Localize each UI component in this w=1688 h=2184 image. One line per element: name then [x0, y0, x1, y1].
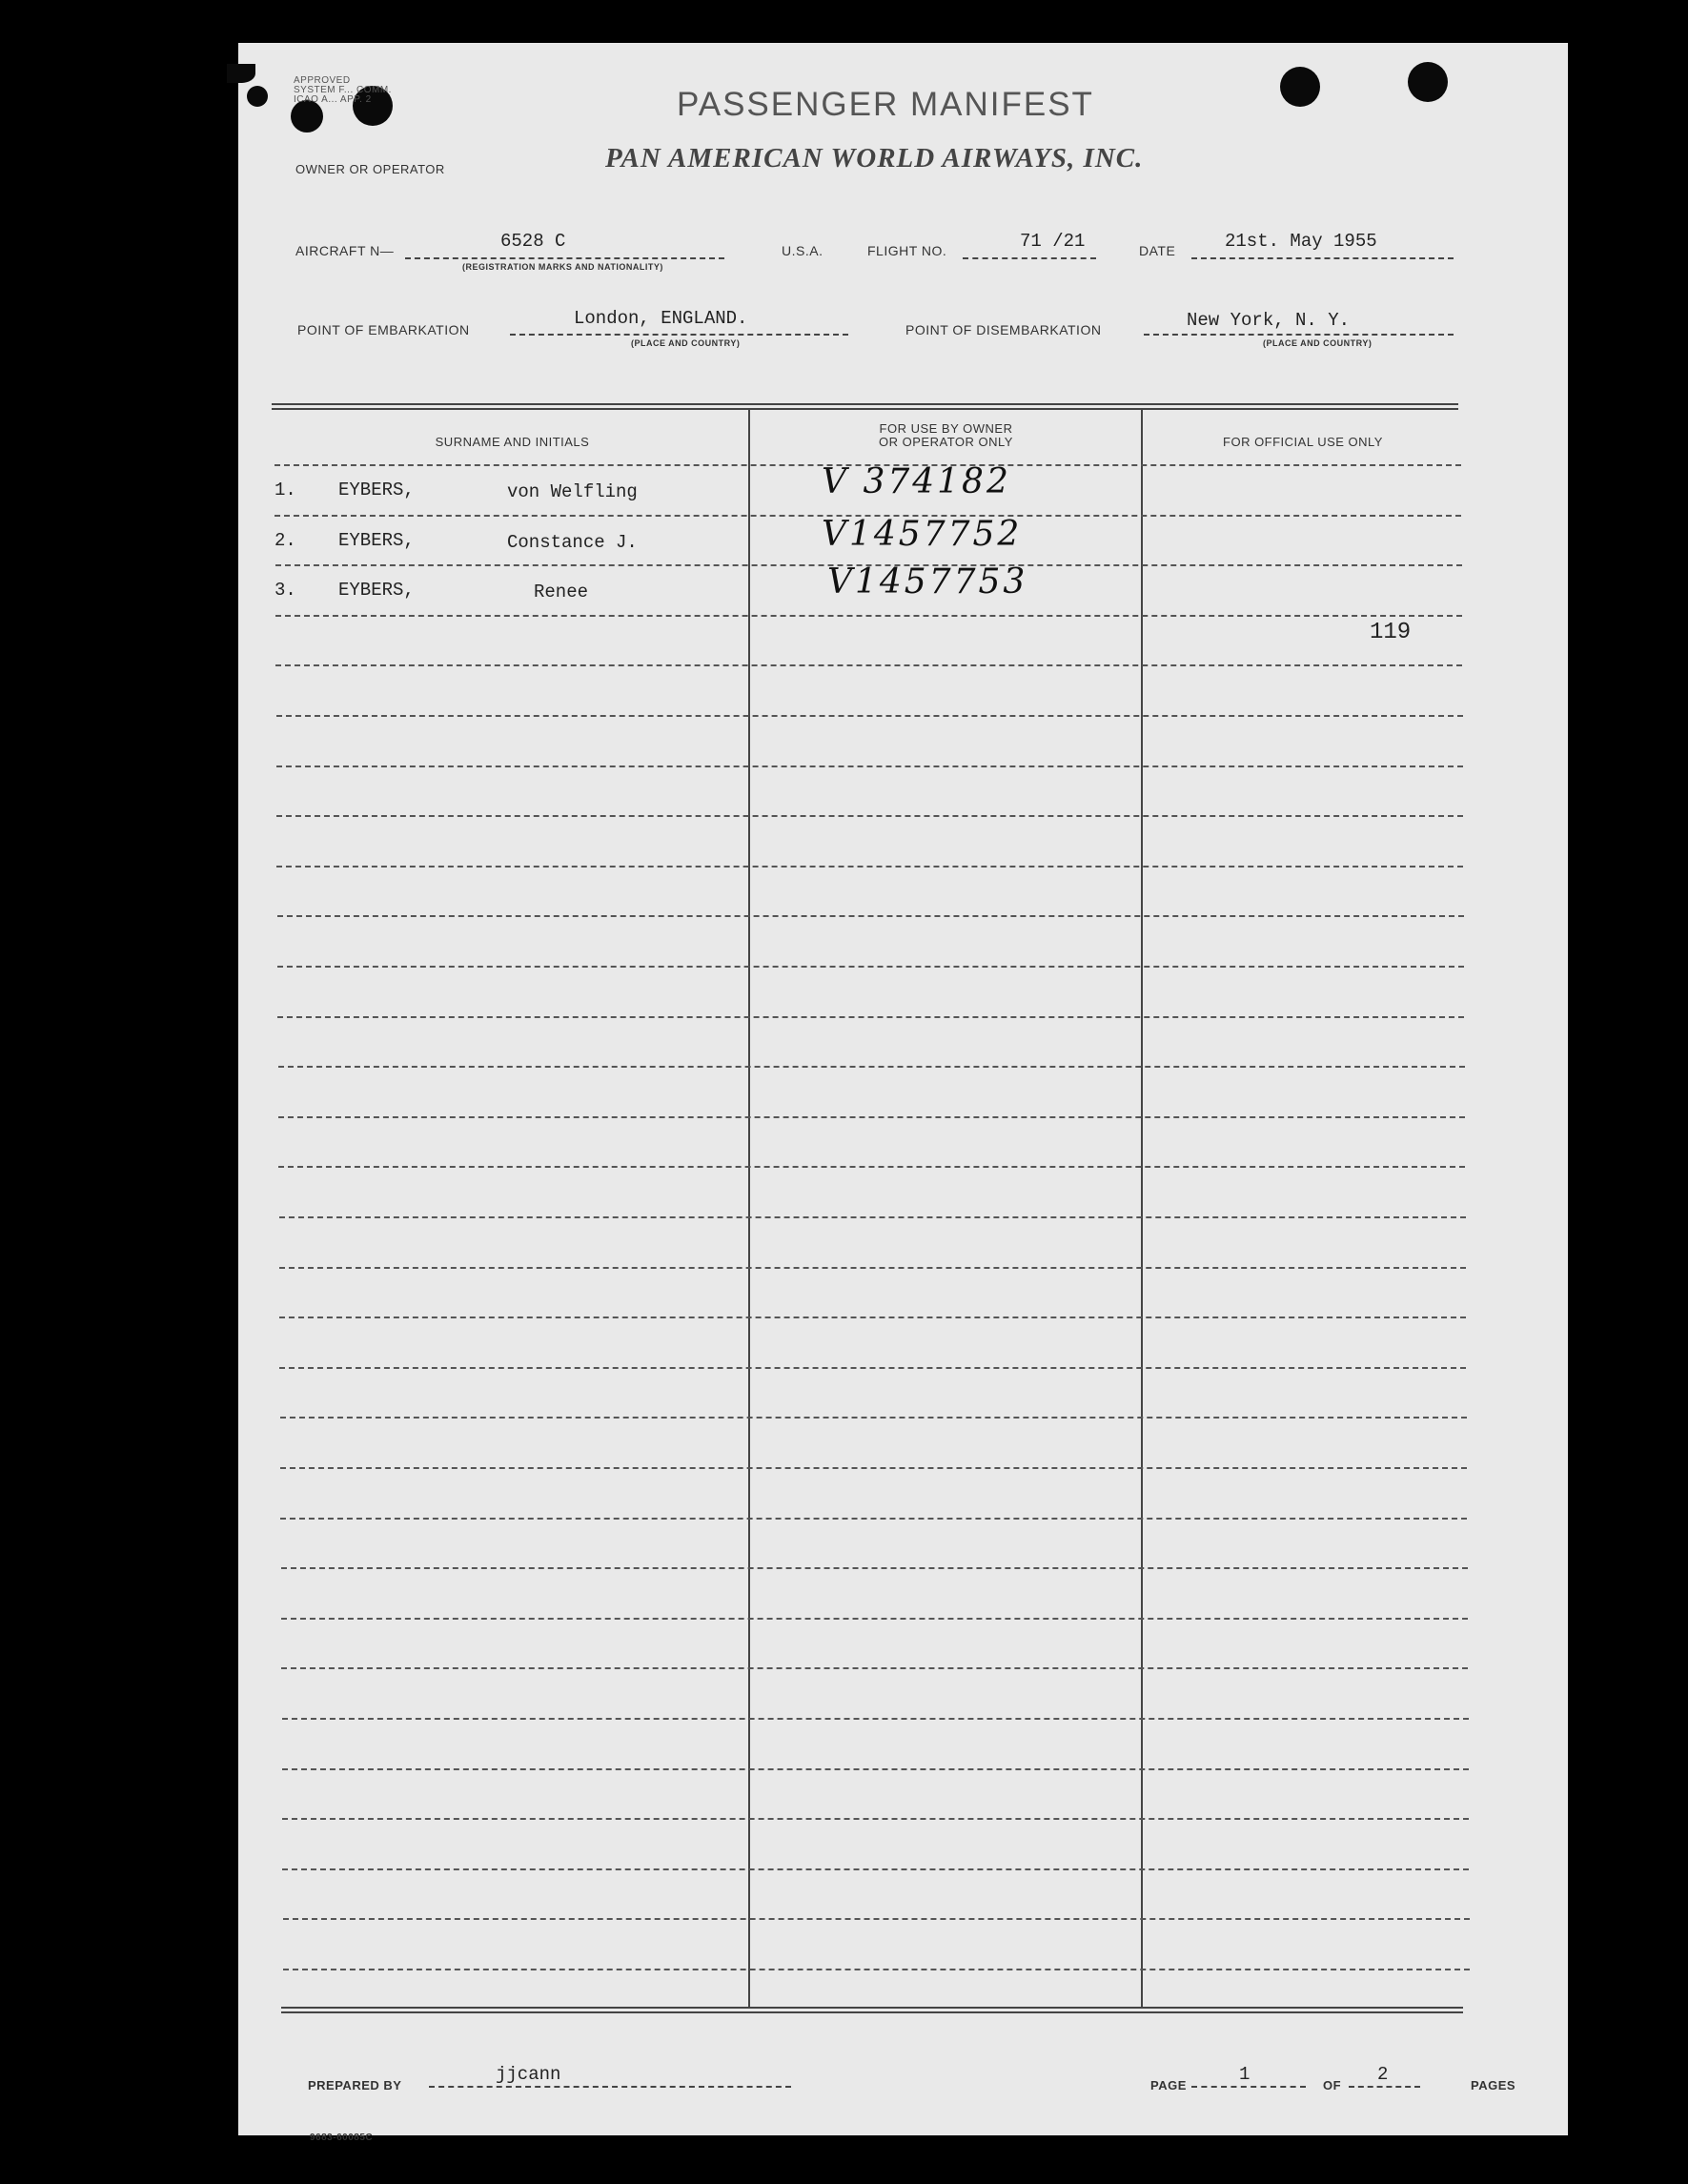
- page-label: PAGE: [1150, 2078, 1187, 2092]
- header-official-use: FOR OFFICIAL USE ONLY: [1223, 435, 1383, 449]
- stamp-line: ICAO A... APP. 2: [294, 94, 372, 105]
- table-rule: [280, 1467, 1467, 1469]
- table-rule: [277, 915, 1464, 917]
- flight-value: 71 /21: [1020, 231, 1086, 252]
- table-rule: [279, 1216, 1466, 1218]
- column-divider: [748, 410, 750, 2007]
- table-rule: [278, 1116, 1465, 1118]
- table-rule: [278, 1166, 1465, 1168]
- passenger-given: Renee: [534, 582, 589, 602]
- table-rule: [281, 1567, 1468, 1569]
- table-rule: [276, 815, 1463, 817]
- date-underline: [1191, 257, 1454, 259]
- table-rule: [282, 1868, 1469, 1870]
- passenger-code: V1457752: [822, 515, 1023, 554]
- form-code: 9683-60085C: [310, 2133, 374, 2143]
- table-rule: [282, 1768, 1469, 1770]
- of-label: OF: [1323, 2078, 1342, 2092]
- punch-hole: [227, 64, 255, 83]
- passenger-surname: EYBERS,: [338, 530, 415, 551]
- embarkation-underline: [510, 334, 848, 336]
- stamp-line: SYSTEM F... COMM.: [294, 85, 392, 95]
- form-title: PASSENGER MANIFEST: [677, 86, 1094, 123]
- aircraft-label: AIRCRAFT N—: [295, 243, 395, 258]
- table-rule: [276, 765, 1463, 767]
- table-rule: [282, 1718, 1469, 1720]
- airline-name: PAN AMERICAN WORLD AIRWAYS, INC.: [605, 143, 1144, 173]
- prepared-by-value: jjcann: [496, 2064, 561, 2085]
- manifest-sheet: [238, 43, 1568, 2143]
- passenger-given: Constance J.: [507, 532, 638, 553]
- table-rule: [275, 664, 1462, 666]
- of-underline: [1349, 2086, 1420, 2088]
- passenger-code: V1457753: [827, 562, 1028, 602]
- table-bottom-border: [281, 2007, 1463, 2013]
- country-label: U.S.A.: [782, 243, 824, 258]
- date-value: 21st. May 1955: [1225, 231, 1377, 252]
- table-rule: [283, 1969, 1470, 1970]
- table-rule: [279, 1317, 1466, 1318]
- of-value: 2: [1377, 2064, 1389, 2085]
- header-owner-use: FOR USE BY OWNER OR OPERATOR ONLY: [879, 421, 1013, 449]
- row-number: 1.: [275, 480, 296, 500]
- official-note: 119: [1370, 620, 1412, 645]
- column-divider: [1141, 410, 1143, 2007]
- passenger-given: von Welfling: [507, 481, 638, 502]
- flight-label: FLIGHT NO.: [867, 243, 947, 258]
- table-rule: [275, 615, 1462, 617]
- disembarkation-label: POINT OF DISEMBARKATION: [905, 322, 1102, 337]
- page-value: 1: [1239, 2064, 1251, 2085]
- stamp-line: APPROVED: [294, 75, 351, 86]
- passenger-code: V 374182: [822, 462, 1011, 501]
- table-rule: [280, 1518, 1467, 1520]
- disembarkation-value: New York, N. Y.: [1187, 310, 1351, 331]
- embarkation-label: POINT OF EMBARKATION: [297, 322, 470, 337]
- passenger-surname: EYBERS,: [338, 480, 415, 500]
- page-underline: [1191, 2086, 1306, 2088]
- aircraft-value: 6528 C: [500, 231, 566, 252]
- table-rule: [280, 1417, 1467, 1419]
- aircraft-underline: [405, 257, 724, 259]
- header-surname: SURNAME AND INITIALS: [435, 435, 590, 449]
- disembarkation-underline: [1144, 334, 1454, 336]
- pages-label: PAGES: [1471, 2078, 1516, 2092]
- table-rule: [282, 1818, 1469, 1820]
- aircraft-caption: (REGISTRATION MARKS AND NATIONALITY): [462, 262, 663, 272]
- row-number: 3.: [275, 580, 296, 601]
- embarkation-value: London, ENGLAND.: [574, 308, 748, 329]
- table-rule: [276, 715, 1463, 717]
- table-rule: [279, 1267, 1466, 1269]
- table-rule: [281, 1618, 1468, 1620]
- prepared-underline: [429, 2086, 791, 2088]
- table-rule: [281, 1667, 1468, 1669]
- punch-hole: [1280, 67, 1320, 107]
- table-rule: [283, 1918, 1470, 1920]
- owner-label: OWNER OR OPERATOR: [295, 162, 445, 176]
- embarkation-caption: (PLACE AND COUNTRY): [631, 338, 741, 348]
- passenger-surname: EYBERS,: [338, 580, 415, 601]
- row-number: 2.: [275, 530, 296, 551]
- punch-hole: [291, 100, 323, 133]
- table-rule: [277, 1016, 1464, 1018]
- punch-hole: [1408, 62, 1448, 102]
- table-rule: [276, 866, 1463, 867]
- table-rule: [277, 966, 1464, 968]
- approval-stamp: [294, 76, 392, 105]
- flight-underline: [963, 257, 1096, 259]
- table-rule: [278, 1066, 1465, 1068]
- table-top-border: [272, 403, 1458, 410]
- punch-hole: [247, 86, 268, 107]
- table-rule: [279, 1367, 1466, 1369]
- prepared-by-label: PREPARED BY: [308, 2078, 402, 2092]
- disembarkation-caption: (PLACE AND COUNTRY): [1263, 338, 1373, 348]
- date-label: DATE: [1139, 243, 1176, 258]
